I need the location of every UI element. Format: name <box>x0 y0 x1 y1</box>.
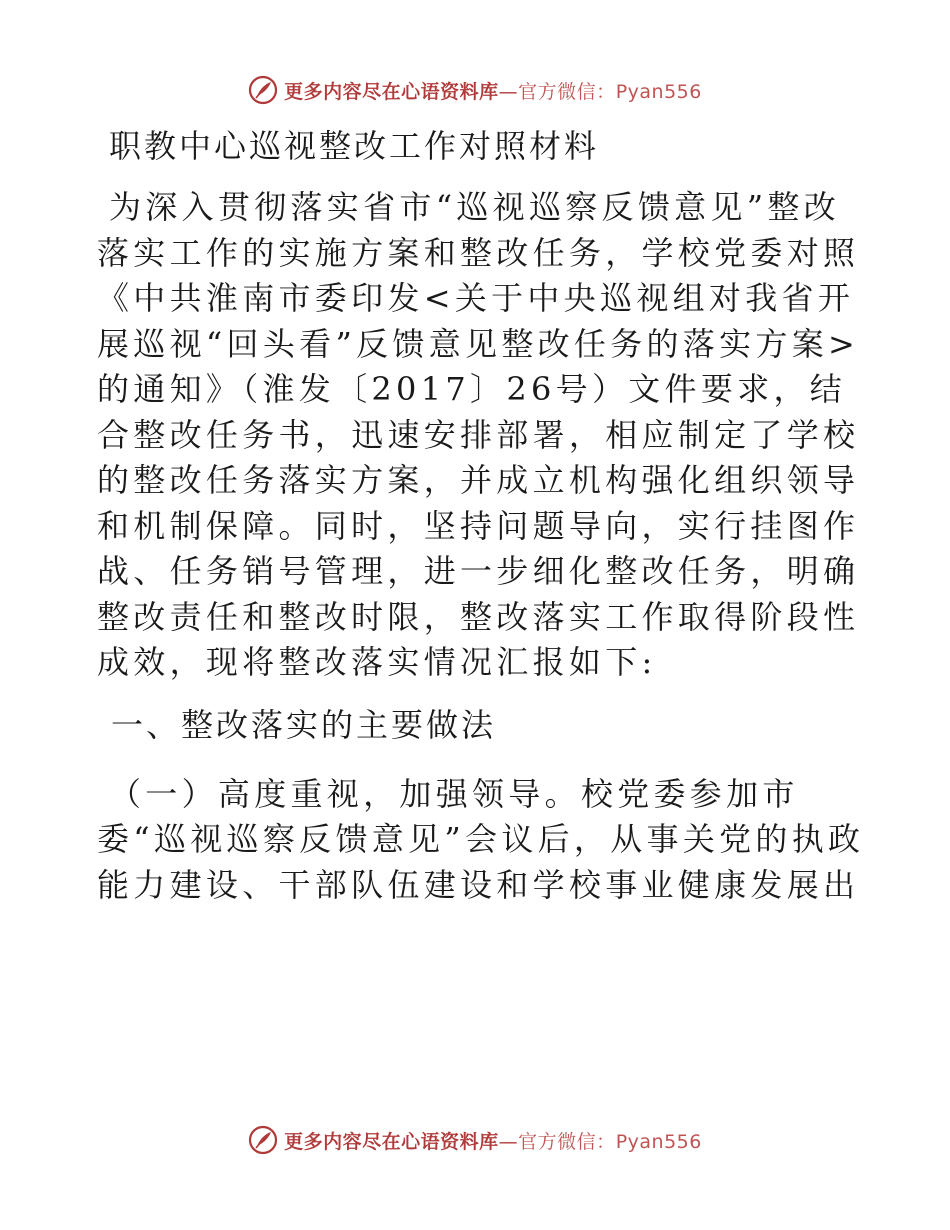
watermark-text <box>284 1127 702 1154</box>
watermark-sub: 官方微信： <box>518 1130 616 1153</box>
watermark-text <box>284 77 702 104</box>
watermark-id: Pyan556 <box>615 1130 702 1153</box>
watermark-main: 更多内容尽在心语资料库 <box>284 80 499 103</box>
watermark-main: 更多内容尽在心语资料库 <box>284 1130 499 1153</box>
feather-pen-logo-icon <box>248 75 278 105</box>
watermark-dash: — <box>498 80 519 103</box>
document-title: 职教中心巡视整改工作对照材料 <box>109 127 600 165</box>
document-body <box>97 125 867 908</box>
watermark-dash: — <box>498 1130 519 1153</box>
subsection-paragraph: （一）高度重视，加强领导。校党委参加市委“巡视巡察反馈意见”会议后，从事关党的执政能力建设、干部队伍建设和学校事业健康发展出 <box>97 774 865 904</box>
watermark-id: Pyan556 <box>615 80 702 103</box>
feather-pen-logo-icon <box>248 1125 278 1155</box>
section-heading: 一、整改落实的主要做法 <box>111 705 497 744</box>
footer-watermark <box>0 1122 950 1158</box>
header-watermark <box>0 72 950 108</box>
intro-paragraph: 为深入贯彻落实省市“巡视巡察反馈意见”整改落实工作的实施方案和整改任务，学校党委对照《中共淮南市委印发<关于中央巡视组对我省开展巡视“回头看”反馈意见整改任务的落实方案>的通知》（淮发〔2017〕26号）文件要求，结合整改任务书，迅速安排部署，相应制定了学校的整改任务落实方案，并成立机构强化组织领导和机制保障。同时，坚持问题导向，实行挂图作战、任务销号管理，进一步细化整改任务，明确整改责任和整改时限，整改落实工作取得阶段性成效，现将整改落实情况汇报如下: <box>97 188 860 681</box>
watermark-sub: 官方微信： <box>518 80 616 103</box>
